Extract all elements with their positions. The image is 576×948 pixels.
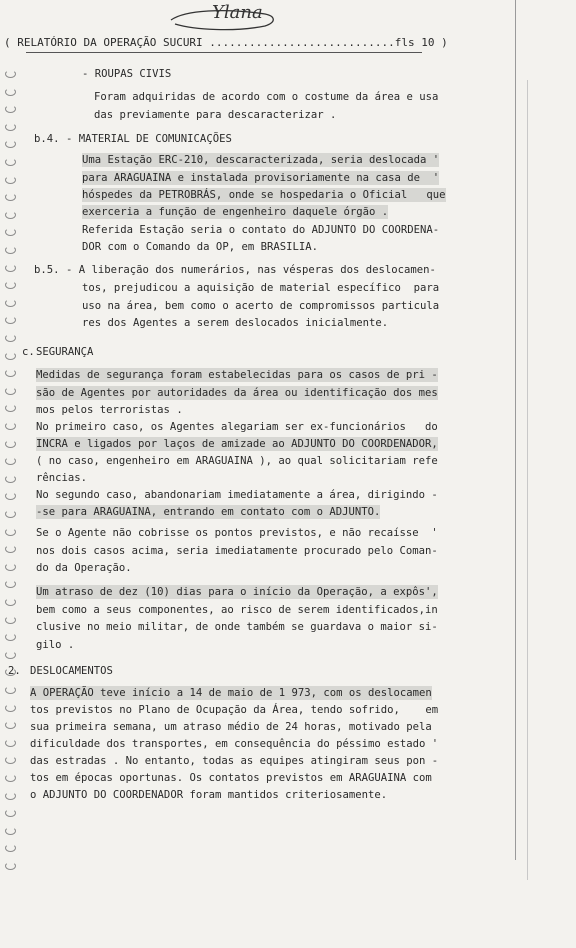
- text-line: INCRA e ligados por laços de amizade ao ADJUNTO DO COORDENADOR,: [36, 438, 438, 450]
- text-line: são de Agentes por autoridades da área ou identificação dos mes: [36, 387, 438, 399]
- binder-hole: [5, 844, 16, 852]
- text-line: uso na área, bem como o acerto de compromissos particula: [82, 300, 440, 312]
- text-line: Foram adquiridas de acordo com o costume da área e usa: [94, 91, 439, 103]
- binder-hole: [5, 510, 16, 518]
- text-line: tos em épocas oportunas. Os contatos previstos em ARAGUAINA com: [30, 772, 432, 784]
- binder-hole: [5, 140, 16, 148]
- header-dots: ............................: [202, 36, 395, 49]
- text-line: tos previstos no Plano de Ocupação da Área, tendo sofrido, em: [30, 704, 439, 716]
- binder-hole: [5, 545, 16, 553]
- binder-hole: [5, 580, 16, 588]
- binder-hole: [5, 352, 16, 360]
- binder-hole: [5, 70, 16, 78]
- header-paren-close: ): [441, 36, 448, 49]
- text-line: rências.: [36, 472, 88, 484]
- text-line: Referida Estação seria o contato do ADJUNTO DO COORDENA-: [82, 224, 440, 236]
- binder-hole: [5, 686, 16, 694]
- text-line: para ARAGUAINA e instalada provisoriamente na casa de ': [82, 172, 440, 184]
- binder-hole: [5, 774, 16, 782]
- binder-hole: [5, 264, 16, 272]
- binder-hole: [5, 334, 16, 342]
- binder-hole: [5, 281, 16, 289]
- text-line: A OPERAÇÃO teve início a 14 de maio de 1 973, com os deslocamen: [30, 687, 432, 699]
- text-line: exerceria a função de engenheiro daquele órgão .: [82, 206, 389, 218]
- text-line: res dos Agentes a serem deslocados inicialmente.: [82, 317, 389, 329]
- binder-hole: [5, 105, 16, 113]
- binder-hole: [5, 651, 16, 659]
- c-number: c.: [22, 346, 35, 358]
- binder-hole: [5, 704, 16, 712]
- text-line: - A liberação dos numerários, nas vésperas dos deslocamen-: [66, 264, 436, 276]
- binder-hole: [5, 792, 16, 800]
- binder-hole: [5, 563, 16, 571]
- binder-hole: [5, 721, 16, 729]
- binder-hole: [5, 440, 16, 448]
- b5-number: b.5.: [34, 264, 60, 276]
- binder-hole: [5, 616, 16, 624]
- binder-hole: [5, 158, 16, 166]
- binder-hole: [5, 809, 16, 817]
- text-line: mos pelos terroristas .: [36, 404, 183, 416]
- text-line: nos dois casos acima, seria imediatamente procurado pelo Coman-: [36, 545, 438, 557]
- binder-hole: [5, 528, 16, 536]
- binder-hole: [5, 211, 16, 219]
- binder-hole: [5, 387, 16, 395]
- b4-number: b.4.: [34, 133, 60, 145]
- binder-hole: [5, 827, 16, 835]
- binder-hole: [5, 633, 16, 641]
- binder-holes: [0, 70, 22, 890]
- document-header: [4, 36, 484, 49]
- binder-hole: [5, 492, 16, 500]
- text-line: Uma Estação ERC-210, descaracterizada, seria deslocada ': [82, 154, 440, 166]
- margin-line: [515, 0, 516, 860]
- text-line: das previamente para descaracterizar .: [94, 109, 337, 121]
- signature: Ylana: [212, 2, 263, 23]
- c-heading: SEGURANÇA: [36, 346, 94, 358]
- header-rule: [26, 52, 422, 53]
- text-line: sua primeira semana, um atraso médio de 24 horas, motivado pela: [30, 721, 432, 733]
- binder-hole: [5, 475, 16, 483]
- binder-hole: [5, 316, 16, 324]
- margin-line-faint: [527, 80, 528, 880]
- binder-hole: [5, 228, 16, 236]
- section2-heading: DESLOCAMENTOS: [30, 665, 113, 677]
- binder-hole: [5, 739, 16, 747]
- text-line: No segundo caso, abandonariam imediatamente a área, dirigindo -: [36, 489, 438, 501]
- roupas-heading: - ROUPAS CIVIS: [82, 68, 172, 80]
- binder-hole: [5, 404, 16, 412]
- text-line: tos, prejudicou a aquisição de material específico para: [82, 282, 440, 294]
- binder-hole: [5, 176, 16, 184]
- text-line: das estradas . No entanto, todas as equipes atingiram seus pon -: [30, 755, 439, 767]
- header-title: RELATÓRIO DA OPERAÇÃO SUCURI: [17, 36, 203, 49]
- binder-hole: [5, 862, 16, 870]
- text-line: o ADJUNTO DO COORDENADOR foram mantidos criteriosamente.: [30, 789, 388, 801]
- text-line: bem como a seus componentes, ao risco de serem identificados,in: [36, 604, 438, 616]
- binder-hole: [5, 756, 16, 764]
- binder-hole: [5, 457, 16, 465]
- binder-hole: [5, 299, 16, 307]
- text-line: ( no caso, engenheiro em ARAGUAINA ), ao qual solicitariam refe: [36, 455, 438, 467]
- text-line: Se o Agente não cobrisse os pontos previstos, e não recaísse ': [36, 527, 438, 539]
- text-line: hóspedes da PETROBRÁS, onde se hospedaria o Oficial que: [82, 189, 446, 201]
- text-line: gilo .: [36, 639, 75, 651]
- binder-hole: [5, 193, 16, 201]
- section2-number: 2.: [8, 665, 21, 677]
- text-line: -se para ARAGUAINA, entrando em contato com o ADJUNTO.: [36, 506, 381, 518]
- binder-hole: [5, 246, 16, 254]
- binder-hole: [5, 598, 16, 606]
- b4-heading: - MATERIAL DE COMUNICAÇÕES: [66, 133, 232, 145]
- header-page: fls 10: [394, 36, 435, 49]
- binder-hole: [5, 422, 16, 430]
- binder-hole: [5, 88, 16, 96]
- text-line: do da Operação.: [36, 562, 132, 574]
- text-line: clusive no meio militar, de onde também se guardava o maior si-: [36, 621, 438, 633]
- binder-hole: [5, 123, 16, 131]
- header-paren-open: (: [4, 36, 11, 49]
- text-line: dificuldade dos transportes, em consequência do péssimo estado ': [30, 738, 439, 750]
- text-line: No primeiro caso, os Agentes alegariam ser ex-funcionários do: [36, 421, 438, 433]
- binder-hole: [5, 369, 16, 377]
- text-line: Medidas de segurança foram estabelecidas para os casos de pri -: [36, 369, 438, 381]
- text-line: DOR com o Comando da OP, em BRASILIA.: [82, 241, 318, 253]
- text-line: Um atraso de dez (10) dias para o início da Operação, a expôs',: [36, 586, 438, 598]
